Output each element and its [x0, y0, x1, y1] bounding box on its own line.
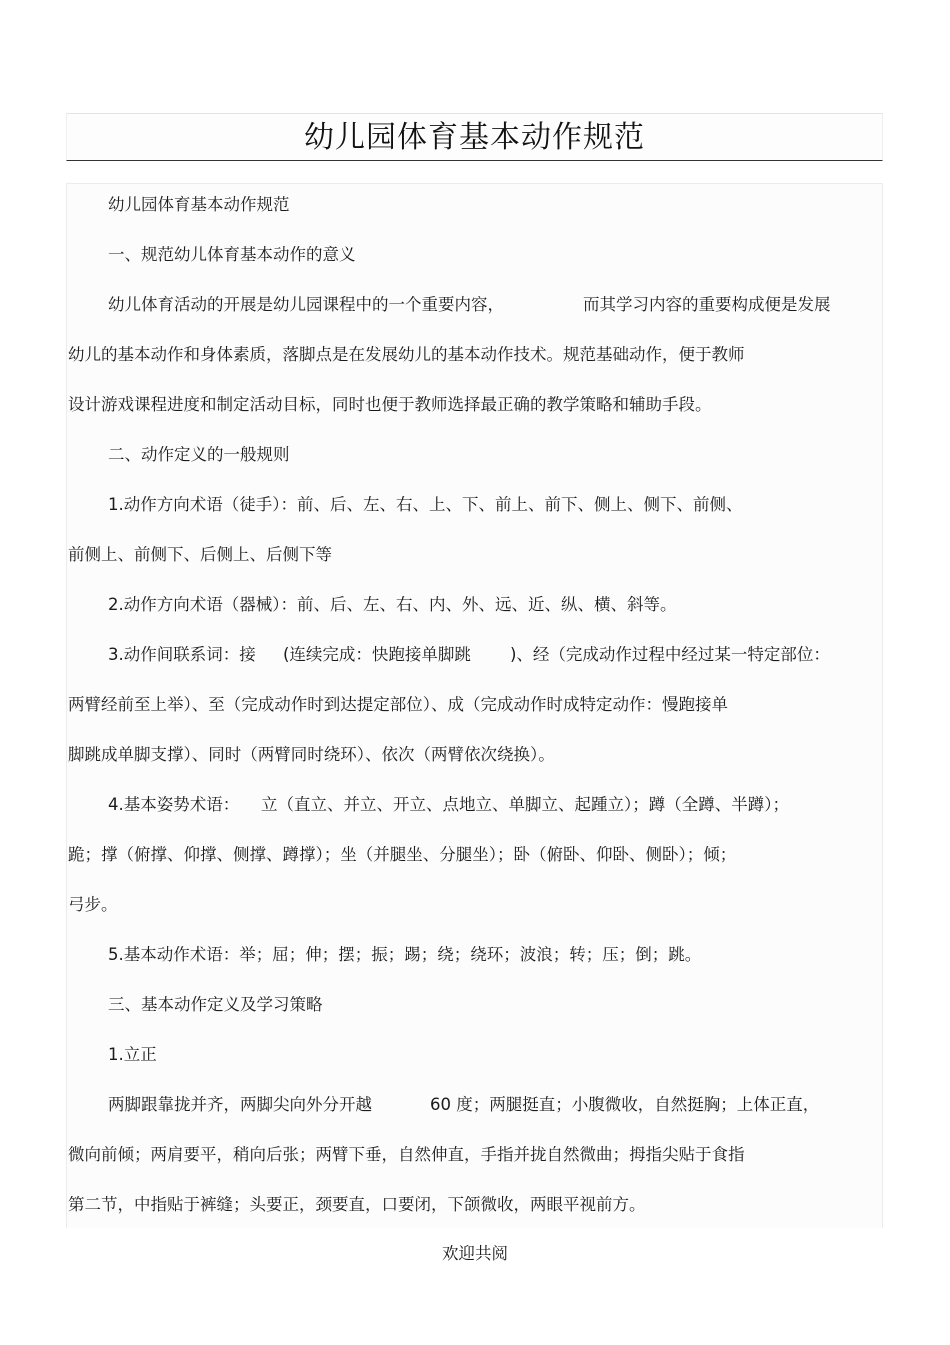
page-footer: 欢迎共阅 [442, 1244, 508, 1263]
paragraph-line: 5.基本动作术语：举；屈；伸；摆；振；踢；绕；绕环；波浪；转；压；倒；跳。 [108, 945, 702, 964]
paragraph-line: 立（直立、并立、开立、点地立、单脚立、起踵立）；蹲（全蹲、半蹲）； [261, 795, 789, 814]
paragraph-line: 微向前倾；两肩要平，稍向后张；两臂下垂，自然伸直，手指并拢自然微曲；拇指尖贴于食指 [68, 1145, 745, 1164]
paragraph-line: 3.动作间联系词：接 [108, 645, 256, 664]
section-heading: 幼儿园体育基本动作规范 [108, 195, 290, 214]
paragraph-line: 1.动作方向术语（徒手）：前、后、左、右、上、下、前上、前下、侧上、侧下、前侧、 [108, 495, 743, 514]
section-heading: 一、规范幼儿体育基本动作的意义 [108, 245, 356, 264]
page-title: 幼儿园体育基本动作规范 [304, 120, 645, 155]
section-heading: 三、基本动作定义及学习策略 [108, 995, 323, 1014]
paragraph-line: 两臂经前至上举）、至（完成动作时到达提定部位）、成（完成动作时成特定动作：慢跑接单 [68, 695, 728, 714]
paragraph-line: 两脚跟靠拢并齐，两脚尖向外分开越 [108, 1095, 372, 1114]
paragraph-line: 幼儿体育活动的开展是幼儿园课程中的一个重要内容， [108, 295, 504, 314]
paragraph-line: 4.基本姿势术语： [108, 795, 240, 814]
paragraph-line: 而其学习内容的重要构成便是发展 [583, 295, 831, 314]
paragraph-line: 设计游戏课程进度和制定活动目标，同时也便于教师选择最正确的教学策略和辅助手段。 [68, 395, 712, 414]
paragraph-line: 60 度；两腿挺直；小腹微收，自然挺胸；上体正直， [430, 1095, 820, 1114]
paragraph-line: 脚跳成单脚支撑）、同时（两臂同时绕环）、依次（两臂依次绕换）。 [68, 745, 555, 764]
subsection-heading: 1.立正 [108, 1045, 157, 1064]
paragraph-line: )、经（完成动作过程中经过某一特定部位： [510, 645, 830, 664]
paragraph-line: (连续完成：快跑接单脚跳 [283, 645, 471, 664]
paragraph-line: 2.动作方向术语（器械）：前、后、左、右、内、外、远、近、纵、横、斜等。 [108, 595, 677, 614]
paragraph-line: 跪；撑（俯撑、仰撑、侧撑、蹲撑）；坐（并腿坐、分腿坐）；卧（俯卧、仰卧、侧卧）；倾； [68, 845, 737, 864]
title-box [66, 113, 883, 161]
section-heading: 二、动作定义的一般规则 [108, 445, 290, 464]
paragraph-line: 前侧上、前侧下、后侧上、后侧下等 [68, 545, 332, 564]
paragraph-line: 第二节，中指贴于裤缝；头要正，颈要直，口要闭，下颌微收，两眼平视前方。 [68, 1195, 646, 1214]
paragraph-line: 幼儿的基本动作和身体素质，落脚点是在发展幼儿的基本动作技术。规范基础动作，便于教师 [68, 345, 745, 364]
paragraph-line: 弓步。 [68, 895, 118, 914]
